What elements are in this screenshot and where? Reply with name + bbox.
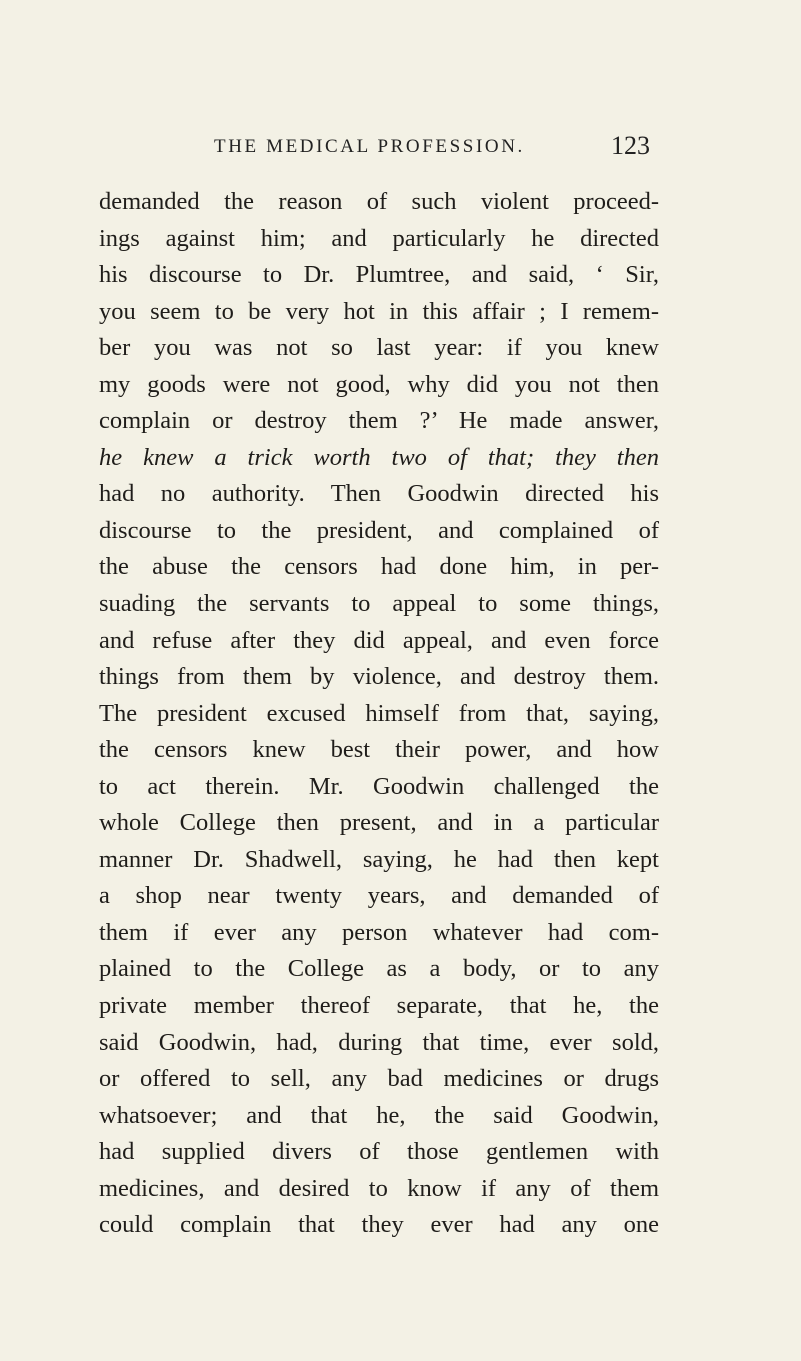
text-line-italic: he knew a trick worth two of that; they then: [99, 443, 659, 471]
text-line: plained to the College as a body, or to any: [99, 955, 659, 983]
text-line: a shop near twenty years, and demanded of: [99, 882, 659, 910]
text-line: them if ever any person whatever had com-: [99, 918, 659, 946]
text-line: complain or destroy them ?’ He made answer,: [99, 407, 659, 435]
text-line: private member thereof separate, that he, the: [99, 992, 659, 1020]
text-line: had no authority. Then Goodwin directed his: [99, 480, 659, 508]
text-line: the abuse the censors had done him, in per-: [99, 553, 659, 581]
text-line: ber you was not so last year: if you knew: [99, 334, 659, 362]
text-line: my goods were not good, why did you not then: [99, 370, 659, 398]
body-text: [99, 184, 659, 1244]
text-line: the censors knew best their power, and how: [99, 736, 659, 764]
text-line: suading the servants to appeal to some things,: [99, 590, 659, 618]
page-number: 123: [611, 131, 650, 160]
text-line: manner Dr. Shadwell, saying, he had then kept: [99, 845, 659, 873]
text-line: things from them by violence, and destroy them.: [99, 663, 659, 691]
text-line: ings against him; and particularly he directed: [99, 224, 659, 252]
text-line: and refuse after they did appeal, and even force: [99, 626, 659, 654]
text-line: you seem to be very hot in this affair ; I remem-: [99, 297, 659, 325]
text-line: medicines, and desired to know if any of them: [99, 1174, 659, 1202]
text-line: demanded the reason of such violent proceed-: [99, 188, 659, 215]
text-line: discourse to the president, and complained of: [99, 516, 659, 544]
text-line: could complain that they ever had any one: [99, 1211, 659, 1239]
running-head-title: THE MEDICAL PROFESSION.: [214, 136, 525, 157]
text-line: his discourse to Dr. Plumtree, and said, ‘ Sir,: [99, 261, 659, 289]
text-line: to act therein. Mr. Goodwin challenged the: [99, 772, 659, 800]
text-line: had supplied divers of those gentlemen with: [99, 1138, 659, 1166]
text-line: The president excused himself from that, saying,: [99, 699, 659, 727]
text-line: said Goodwin, had, during that time, ever sold,: [99, 1028, 659, 1056]
text-line: whole College then present, and in a particular: [99, 809, 659, 837]
text-line: or offered to sell, any bad medicines or drugs: [99, 1065, 659, 1093]
text-line: whatsoever; and that he, the said Goodwin,: [99, 1101, 659, 1129]
